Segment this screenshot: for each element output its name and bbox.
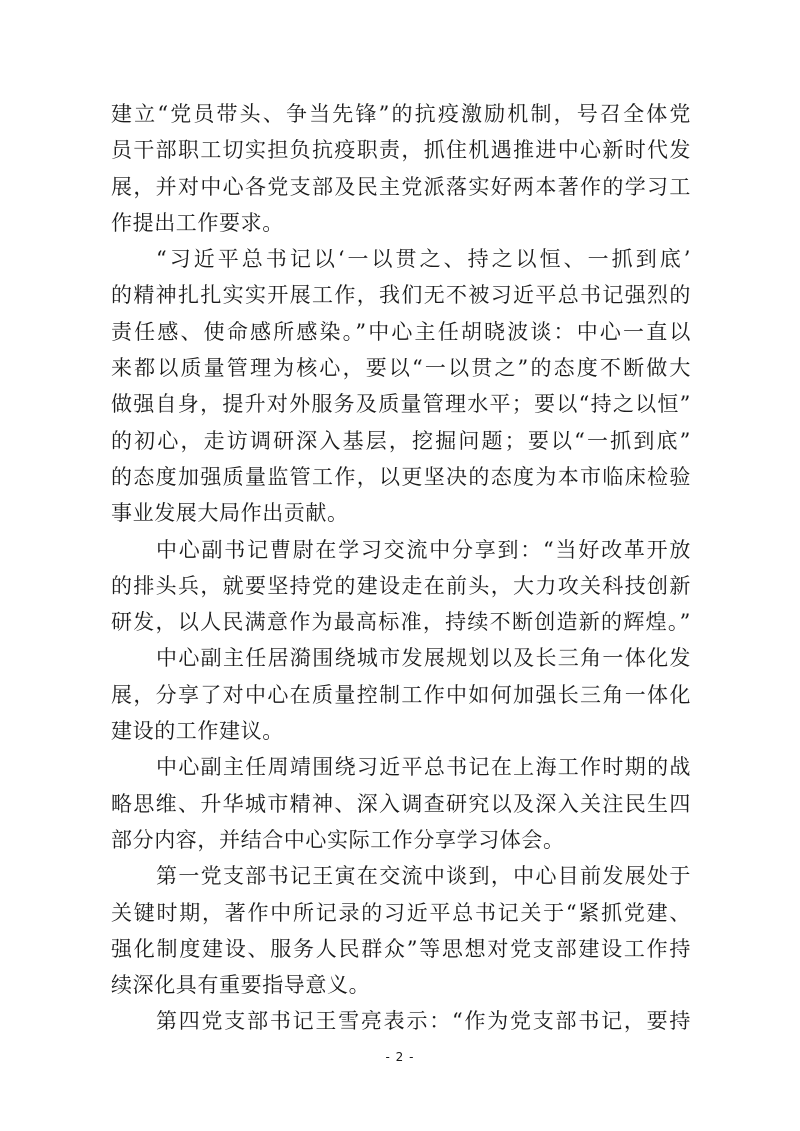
paragraph [111, 241, 691, 531]
text-line: 责任感、使命感所感染。”中心主任胡晓波谈：中心一直以 [111, 319, 691, 344]
paragraph [111, 532, 691, 641]
text-line: 续深化具有重要指导意义。 [111, 973, 371, 998]
text-line: 建设的工作建议。 [111, 719, 284, 744]
text-line: 研发，以人民满意作为最高标准，持续不断创造新的辉煌。” [111, 610, 691, 635]
text-line: 中心副书记曹尉在学习交流中分享到：“当好改革开放 [156, 537, 691, 562]
text-line: 的排头兵，就要坚持党的建设走在前头，大力攻关科技创新 [111, 573, 691, 598]
paragraph [111, 858, 691, 1003]
text-line: 的初心，走访调研深入基层，挖掘问题；要以“一抓到底” [111, 428, 691, 453]
paragraph [111, 1003, 691, 1039]
text-line: 略思维、升华城市精神、深入调查研究以及深入关注民生四 [111, 791, 691, 816]
text-line: 事业发展大局作出贡献。 [111, 501, 349, 526]
text-line: 第一党支部书记王寅在交流中谈到，中心目前发展处于 [156, 864, 691, 889]
paragraph [111, 96, 691, 241]
text-line: 部分内容，并结合中心实际工作分享学习体会。 [111, 827, 565, 852]
text-line: 做强自身，提升对外服务及质量管理水平；要以“持之以恒” [111, 392, 691, 417]
text-line: 的态度加强质量监管工作，以更坚决的态度为本市临床检验 [111, 464, 691, 489]
text-line: 中心副主任居漪围绕城市发展规划以及长三角一体化发 [156, 646, 691, 671]
text-line: 展，并对中心各党支部及民主党派落实好两本著作的学习工 [111, 174, 691, 199]
text-line: 来都以质量管理为核心，要以“一以贯之”的态度不断做大 [111, 356, 691, 381]
text-line: “习近平总书记以‘一以贯之、持之以恒、一抓到底’ [156, 247, 691, 272]
text-line: 中心副主任周靖围绕习近平总书记在上海工作时期的战 [156, 755, 691, 780]
text-line: 员干部职工切实担负抗疫职责，抓住机遇推进中心新时代发 [111, 138, 691, 163]
text-line: 强化制度建设、服务人民群众”等思想对党支部建设工作持 [111, 936, 691, 961]
text-line: 展，分享了对中心在质量控制工作中如何加强长三角一体化 [111, 682, 691, 707]
text-line: 关键时期，著作中所记录的习近平总书记关于“紧抓党建、 [111, 900, 691, 925]
paragraph [111, 640, 691, 749]
text-line: 第四党支部书记王雪亮表示：“作为党支部书记，要持 [156, 1009, 691, 1034]
page-number: - 2 - [385, 1050, 415, 1064]
text-line: 的精神扎扎实实开展工作，我们无不被习近平总书记强烈的 [111, 283, 691, 308]
paragraph [111, 749, 691, 858]
document-body [111, 96, 691, 1040]
text-line: 作提出工作要求。 [111, 210, 284, 235]
text-line: 建立“党员带头、争当先锋”的抗疫激励机制，号召全体党 [111, 102, 691, 126]
